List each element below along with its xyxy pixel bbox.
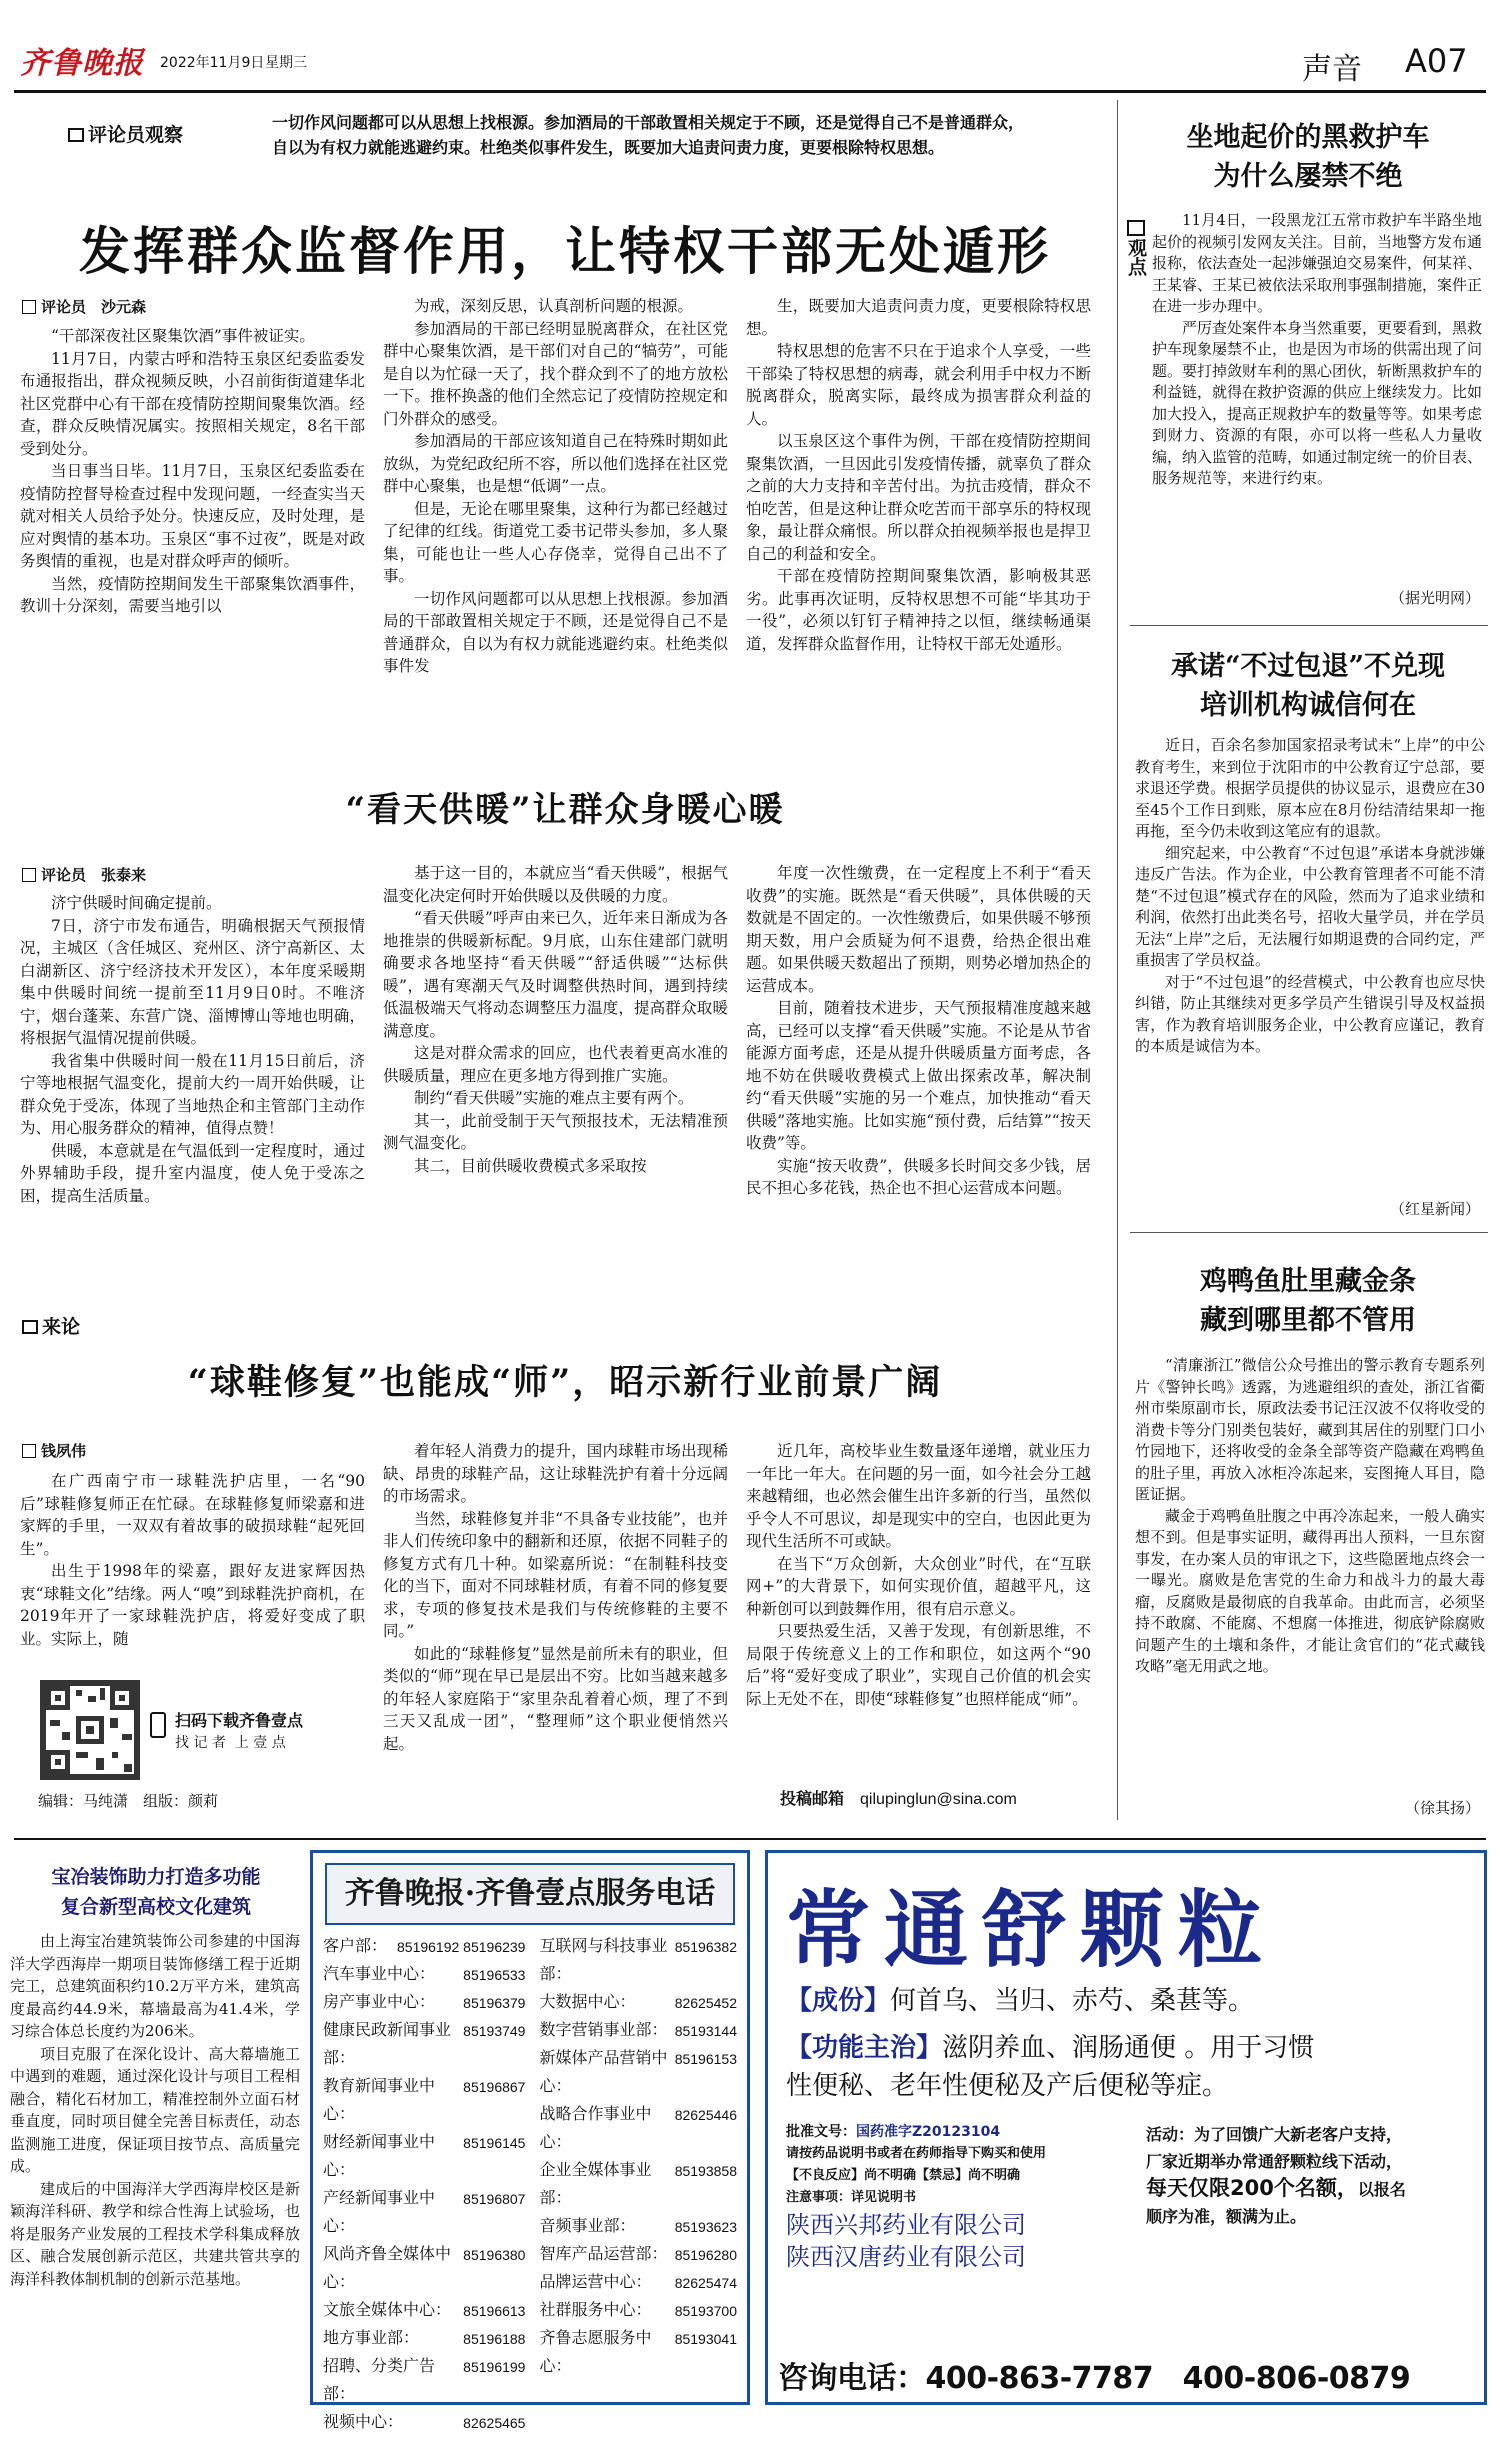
side2-source: （红星新闻） (1389, 1200, 1480, 1218)
side3-source: （徐其扬） (1404, 1799, 1480, 1817)
paragraph: 在广西南宁市一球鞋洗护店里，一名“90后”球鞋修复师正在忙碌。在球鞋修复师梁嘉和进家辉的手里，一双双有着故事的破损球鞋“起死回生”。 (20, 1472, 365, 1558)
issue-weekday: 星期三 (265, 55, 307, 71)
function-text: 【功能主治】滋阴养血、润肠通便 。用于习惯 性便秘、老年性便秘及产后便秘等症。 (786, 2033, 1315, 2101)
adverse-reactions: 【不良反应】尚不明确【禁忌】尚不明确 (786, 2168, 1021, 2183)
phone-number: 85196153 (674, 2051, 737, 2067)
paragraph: 着年轻人消费力的提升，国内球鞋市场出现稀缺、昂贵的球鞋产品，这让球鞋洗护有着十分远阔的市场需求。 (383, 1442, 728, 1505)
byline-box (22, 868, 36, 882)
paragraph: 11月7日，内蒙古呼和浩特玉泉区纪委监委发布通报指出，群众视频反映，小召前街街道建华北社区党群中心有干部在疫情防控期间聚集饮酒。经查，群众反映情况属实。按照相关规定，8名干部受到处分。 (20, 349, 365, 458)
paragraph: 当然，疫情防控期间发生干部聚集饮酒事件，教训十分深刻，需要当地引以 (20, 574, 365, 615)
paragraph: 参加酒局的干部应该知道自己在特殊时期如此放纵，为党纪政纪所不容，所以他们选择在社区党群中心聚集，也是想“低调”一点。 (383, 432, 728, 495)
paragraph: 我省集中供暖时间一般在11月15日前后，济宁等地根据气温变化，提前大约一周开始供暖，让群众免于受冻，体现了当地热企和主管部门主动作为、用心服务群众的精神，值得点赞！ (20, 1051, 365, 1137)
paragraph: “干部深夜社区聚集饮酒”事件被证实。 (51, 327, 315, 345)
phone-dept: 文旅全媒体中心： (323, 2302, 452, 2319)
article1-byline: 评论员 沙元森 (22, 296, 146, 318)
ad-left-title: 宝冶装饰助力打造多功能 复合新型高校文化建筑 (51, 1866, 261, 1918)
phone-dept: 数字营销事业部： (539, 2022, 668, 2039)
phone-dept: 社群服务中心： (539, 2302, 652, 2319)
paragraph: 近日，百余名参加国家招录考试未“上岸”的中公教育考生，来到位于沈阳市的中公教育辽宁总部，要求退还学费。根据学员提供的协议显示，退费应在30至45个工作日到账，原本应在8月份结清结果却一拖再拖，至今仍未收到这笔应有的退款。 (1135, 736, 1485, 840)
promo-text: 活动：为了回馈广大新老客户支持， 厂家近期举办常通舒颗粒线下活动， 每天仅限200个名额，以报名 顺序为准，额满为止。 (1146, 2125, 1406, 2226)
paragraph: 以玉泉区这个事件为例，干部在疫情防控期间聚集饮酒，一旦因此引发疫情传播，就辜负了群众之前的大力支持和辛苦付出。为抗击疫情，群众不怕吃苦，但是这种让群众吃苦而干部享乐的特权现象，最让群众痛恨。所以群众拍视频举报也是捍卫自己的利益和安全。 (746, 432, 1091, 563)
paragraph: 11月4日，一段黑龙江五常市救护车半路坐地起价的视频引发网友关注。目前，当地警方发布通报称，依法查处一起涉嫌强迫交易案件，何某祥、王某睿、王某已被依法采取刑事强制措施，案件正在进一步办理中。 (1152, 211, 1483, 315)
paragraph: 细究起来，中公教育“不过包退”承诺本身就涉嫌违反广告法。作为企业，中公教育管理者不可能不清楚“不过包退”模式存在的风险，然而为了追求业绩和利润，依然打出此类名号，招收大量学员，并在学员无法“上岸”之后，无法履行如期退费的合同约定，严重损害了学员权益。 (1135, 843, 1485, 969)
phone-entry (323, 1989, 525, 2017)
paragraph: 7日，济宁市发布通告，明确根据天气预报情况，主城区（含任城区、兖州区、济宁高新区、太白湖新区、济宁经济技术开发区），本年度采暖期集中供暖时间统一提前至11月9日0时。不唯济宁，烟台蓬莱、东营广饶、淄博博山等地也明确，将根据气温情况提前供暖。 (20, 916, 365, 1047)
phone-number: 82625474 (674, 2275, 737, 2291)
byline-box (22, 1444, 36, 1458)
phone-number: 82625446 (674, 2107, 737, 2123)
phone-entry (323, 2073, 525, 2129)
phone-dept: 教育新闻事业中心： (323, 2078, 436, 2123)
paragraph: 当日事当日毕。11月7日，玉泉区纪委监委在疫情防控督导检查过程中发现问题，一经查实当天就对相关人员给予处分。快速反应，及时处理，是应对舆情的基本功。玉泉区“事不过夜”，既是对政务舆情的重视，也是对群众呼声的倾听。 (20, 462, 365, 570)
phone-entry (323, 1961, 525, 1989)
phone-dept: 大数据中心： (539, 1994, 636, 2011)
paragraph: 只要热爱生活，又善于发现，有创新思维，不局限于传统意义上的工作和职位，如这两个“90后”将“爱好变成了职业”，实现自己价值的机会实际上无处不在，即使“球鞋修复”也照样能成“师”。 (746, 1622, 1091, 1708)
phone-entry (539, 2045, 737, 2101)
side3-title: 鸡鸭鱼肚里藏金条 藏到哪里都不管用 (1200, 1266, 1416, 1336)
paragraph: 一切作风问题都可以从思想上找根源。参加酒局的干部敢置相关规定于不顾，还是觉得自己不是普通群众，自以为有权力就能逃避约束。杜绝类似事件发 (383, 589, 728, 675)
paragraph: “看天供暖”呼声由来已久，近年来日渐成为各地推崇的供暖新标配。9月底，山东住建部门就明确要求各地坚持“看天供暖”“舒适供暖”“达标供暖”，遇有寒潮天气及时调整供热时间，遇到持续低温极端天气将动态调整压力温度，提高群众取暖满意度。 (383, 909, 728, 1040)
article2-byline: 评论员 张泰来 (22, 864, 146, 886)
paragraph: 这是对群众需求的回应，也代表着更高水准的供暖质量，理应在更多地方得到推广实施。 (383, 1044, 728, 1085)
phone-entry (539, 1989, 737, 2017)
paragraph: 项目克服了在深化设计、高大幕墙施工中遇到的难题，通过深化设计与项目工程相融合，精化石材加工，精准控制外立面石材垂直度，同时项目健全完善目标责任，动态监测施工进度，保证项目按节点、高质量完成。 (10, 2044, 300, 2175)
phone-entry (323, 2353, 525, 2409)
masthead-logo: 齐鲁晚报 (20, 46, 144, 81)
phone-entry (539, 2213, 737, 2241)
ad-left-body (10, 1930, 300, 2400)
qr-caption-2: 找 记 者 上 壹 点 (175, 1735, 286, 1751)
paragraph: 由上海宝冶建筑装饰公司参建的中国海洋大学西海岸一期项目装饰修缮工程于近期完工，总建筑面积约10.2万平方米，建筑高度最高约44.9米，幕墙最高为41.4米，学习综合体总长度约为206米。 (10, 1932, 300, 2040)
phone-number: 85196145 (463, 2135, 526, 2151)
paragraph: 年度一次性缴费，在一定程度上不利于“看天收费”的实施。既然是“看天供暖”，具体供暖的天数就是不固定的。一次性缴费后，如果供暖不够预期天数，用户会质疑为何不退费，给热企很出难题。如果供暖天数超出了预期，则势必增加热企的运营成本。 (746, 864, 1091, 995)
phones-right-list (539, 1933, 737, 2437)
side2-body (1135, 735, 1485, 1190)
phone-entry (323, 1933, 525, 1961)
phone-entry (539, 2297, 737, 2325)
side1-title: 坐地起价的黑救护车 为什么屡禁不绝 (1186, 122, 1430, 192)
article3-headline: “球鞋修复”也能成“师”，昭示新行业前景广阔 (187, 1362, 943, 1403)
phones-left-list (323, 1933, 525, 2437)
article1-col3 (746, 295, 1091, 750)
article2-col3 (746, 862, 1091, 1292)
phone-dept: 房产事业中心： (323, 1994, 436, 2011)
usage-instruction: 请按药品说明书或者在药师指导下购买和使用 (786, 2146, 1047, 2161)
phone-entry (323, 2409, 525, 2437)
paragraph: 藏金于鸡鸭鱼肚腹之中再冷冻起来，一般人确实想不到。但是事实证明，藏得再出人预料，一旦东窗事发，在办案人员的审讯之下，这些隐匿地点终会一一曝光。腐败是危害党的生命力和战斗力的最大毒瘤，反腐败是最彻底的自我革命。由此而言，必须坚持不敢腐、不能腐、不想腐一体推进，彻底铲除腐败问题产生的土壤和条件，才能让贪官们的“花式藏钱攻略”毫无用武之地。 (1135, 1506, 1485, 1675)
paragraph: 供暖，本意就是在气温低到一定程度时，通过外界辅助手段，提升室内温度，使人免于受冻之困，提高生活质量。 (20, 1141, 365, 1205)
phone-dept: 音频事业部： (539, 2218, 636, 2235)
side3-body (1135, 1355, 1485, 1793)
phone-entry (323, 2185, 525, 2241)
ingredients: 【成份】何首乌、当归、赤芍、桑葚等。 (786, 1986, 1255, 2016)
column-divider (1117, 100, 1118, 1820)
phone-entry (539, 2157, 737, 2213)
phone-dept: 战略合作事业中心： (539, 2106, 652, 2151)
paragraph: 建成后的中国海洋大学西海岸校区是新颖海洋科研、教学和综合性海上试验场，也将是服务产业发展的工程技术学科集成释放区、融合发展创新示范区，共建共管共享的海洋科教体制机制的创新示范基地。 (10, 2179, 300, 2288)
phone-number: 85193144 (674, 2023, 737, 2039)
ad-right (765, 1850, 1487, 2405)
editors-credit: 编辑：马纯潇 组版：颜莉 (38, 1792, 219, 1810)
article3-col2 (383, 1440, 728, 1820)
ad-top-rule (14, 1838, 1486, 1840)
paragraph: 实施“按天收费”，供暖多长时间交多少钱，居民不担心多花钱，热企也不担心运营成本问题。 (746, 1156, 1091, 1197)
section-name: 声音 (1302, 52, 1362, 87)
email-link[interactable]: qilupinglun@sina.com (860, 1791, 1017, 1808)
issue-date: 2022年11月9日 (160, 55, 265, 71)
article2-col2 (383, 862, 728, 1292)
side-rule-2 (1130, 1232, 1488, 1233)
phone-number: 85196613 (463, 2303, 526, 2319)
phone-entry (539, 2241, 737, 2269)
article1-headline: 发挥群众监督作用，让特权干部无处遁形 (78, 222, 1051, 282)
byline-box (22, 300, 36, 314)
paragraph: 目前，随着技术进步，天气预报精准度越来越高，已经可以支撑“看天供暖”实施。不论是从节省能源方面考虑，还是从提升供暖质量方面考虑，各地不妨在供暖收费模式上做出探索改革，解决制约“看天供暖”实施的另一个难点，加快推动“看天供暖”落地实施。比如实施“预付费，后结算”“按天收费”等。 (746, 999, 1091, 1152)
phone-dept: 新媒体产品营销中心： (539, 2050, 668, 2095)
paragraph: 在当下“万众创新，大众创业”时代，在“互联网+”的大背景下，如何实现价值，超越平凡，这种新创可以到鼓舞作用，很有启示意义。 (746, 1554, 1091, 1618)
company-2: 陕西汉唐药业有限公司 (786, 2243, 1026, 2271)
approval-number: 批准文号：国药准字Z20123104 (786, 2124, 1001, 2140)
phone-number: 85193858 (674, 2163, 737, 2179)
phone-icon (150, 1712, 166, 1738)
phone-number: 85193700 (674, 2303, 737, 2319)
phone-directory (310, 1850, 750, 2431)
paragraph: “清廉浙江”微信公众号推出的警示教育专题系列片《警钟长鸣》透露，为逃避组织的查处，浙江省衢州市柴原副市长，原政法委书记汪汉波不仅将收受的消费卡等分门别类包装好，藏到其居住的别墅门口小竹园地下，还将收受的金条全部等资产隐藏在鸡鸭鱼的肚子里，再放入冰柜冷冻起来，妄图掩人耳目，隐匿证据。 (1135, 1356, 1485, 1503)
phone-dept: 企业全媒体事业部： (539, 2162, 652, 2207)
paragraph: 出生于1998年的梁嘉，跟好友进家辉因热衷“球鞋文化”结缘。两人“嗅”到球鞋洗护商机，在2019年开了一家球鞋洗护店，将爱好变成了职业。实际上，随 (20, 1562, 365, 1648)
phone-number: 85196188 (463, 2331, 526, 2347)
paragraph: 干部在疫情防控期间聚集饮酒，影响极其恶劣。此事再次证明，反特权思想不可能“毕其功于一役”，必须以钉钉子精神持之以恒，继续畅通渠道，发挥群众监督作用，让特权干部无处遁形。 (746, 567, 1091, 653)
phone-entry (323, 2241, 525, 2297)
article3-tag: 来论 (22, 1312, 80, 1339)
phone-dept: 招聘、分类广告部： (323, 2358, 436, 2403)
article3-col1 (20, 1470, 365, 1665)
phone-directory-title: 齐鲁晚报·齐鲁壹点服务电话 (325, 1863, 735, 1925)
phone-number: 82625465 (463, 2415, 526, 2431)
side-tag: 观点 (1121, 220, 1151, 276)
qr-code[interactable] (40, 1680, 140, 1780)
paragraph: 其二，目前供暖收费模式多采取按 (414, 1156, 647, 1175)
phone-entry (323, 2325, 525, 2353)
phone-dept: 产经新闻事业中心： (323, 2190, 436, 2235)
phone-number: 85196807 (463, 2191, 526, 2207)
article3-col3 (746, 1440, 1091, 1815)
phone-dept: 互联网与科技事业部： (539, 1938, 668, 1983)
phone-number: 85196867 (463, 2079, 526, 2095)
submission-email: 投稿邮箱 qilupinglun@sina.com (780, 1789, 1017, 1808)
phone-dept: 风尚齐鲁全媒体中心： (323, 2246, 452, 2291)
phone-dept: 齐鲁志愿服务中心： (539, 2330, 652, 2375)
phone-dept: 健康民政新闻事业部： (323, 2022, 452, 2067)
notes: 注意事项：详见说明书 (786, 2190, 917, 2205)
qr-caption-1: 扫码下载齐鲁壹点 (175, 1711, 304, 1730)
side1-source: （据光明网） (1389, 589, 1480, 607)
phone-dept: 汽车事业中心： (323, 1966, 436, 1983)
phone-entry (539, 2017, 737, 2045)
phone-entry (323, 2297, 525, 2325)
phone-number: 82625452 (674, 1995, 737, 2011)
phone-number: 85193623 (674, 2219, 737, 2235)
phone-number: 85193041 (674, 2331, 737, 2347)
phone-entry (323, 2017, 525, 2073)
observer-tag: 评论员观察 (68, 120, 183, 147)
phone-entry (539, 2269, 737, 2297)
page-number: A07 (1405, 42, 1468, 80)
qr-pattern-icon (46, 1686, 134, 1774)
phone-entry (323, 2129, 525, 2185)
header-rule (14, 90, 1486, 93)
hotline[interactable]: 咨询电话：400-863-7787 400-806-0879 (778, 2361, 1411, 2396)
phone-number: 85196199 (463, 2359, 526, 2375)
article1-col2 (383, 295, 728, 750)
paragraph: 但是，无论在哪里聚集，这种行为都已经越过了纪律的红线。街道党工委书记带头参加，多人聚集，可能也让一些人心存侥幸，觉得自己出不了事。 (383, 499, 728, 585)
phone-dept: 地方事业部： (323, 2330, 420, 2347)
phone-dept: 客户部： (323, 1938, 388, 1955)
paragraph: 严厉查处案件本身当然重要，更要看到，黑救护车现象屡禁不止，也是因为市场的供需出现了问题。要打掉敛财车利的黑心团伙，斩断黑救护车的利益链，就得在救护资源的供应上继续发力。比如加大投入，提高正规救护车的数量等等。如果考虑到财力、资源的有限，亦可以将一些私人力量收编，纳入监管的范畴，如通过制定统一的价目表、服务规范等，来进行约束。 (1152, 318, 1483, 487)
paragraph: 其一，此前受制于天气预报技术，无法精准预测气温变化。 (383, 1111, 728, 1152)
phone-number: 85193749 (463, 2023, 526, 2039)
paragraph: 生，既要加大追责问责力度，更要根除特权思想。 (746, 297, 1091, 338)
phone-entry (539, 2325, 737, 2381)
paragraph: 济宁供暖时间确定提前。 (51, 894, 222, 912)
phone-dept: 财经新闻事业中心： (323, 2134, 436, 2179)
phone-number: 85196379 (463, 1995, 526, 2011)
masthead-bar (0, 0, 1500, 110)
paragraph: 近几年，高校毕业生数量逐年递增，就业压力一年比一年大。在问题的另一面，如今社会分工越来越精细，也必然会催生出许多新的行当，虽然似乎令人不可思议，却是现实中的空白，也因此更为现代生活所不可或缺。 (746, 1442, 1091, 1550)
phone-number: 85196280 (674, 2247, 737, 2263)
side-rule-1 (1130, 625, 1488, 626)
phone-dept: 智库产品运营部： (539, 2246, 668, 2263)
paragraph: 对于“不过包退”的经营模式，中公教育也应尽快纠错，防止其继续对更多学员产生错误引导及权益损害，作为教育培训服务企业，中公教育应谨记，教育的本质是诚信为本。 (1135, 972, 1485, 1055)
phone-number: 85196380 (463, 2247, 526, 2263)
article2-col1 (20, 892, 365, 1292)
paragraph: 为戒，深刻反思，认真剖析问题的根源。 (414, 297, 694, 315)
side1-body (1152, 210, 1482, 580)
article2-headline: “看天供暖”让群众身暖心暖 (345, 790, 785, 830)
phone-entry (539, 1933, 737, 1989)
company-1: 陕西兴邦药业有限公司 (786, 2211, 1026, 2239)
article3-byline: 钱夙伟 (22, 1440, 86, 1462)
phone-number: 85196382 (674, 1939, 737, 1955)
phone-number: 85196533 (463, 1967, 526, 1983)
side2-title: 承诺“不过包退”不兑现 培训机构诚信何在 (1170, 651, 1446, 721)
paragraph: 当然，球鞋修复并非“不具备专业技能”，也并非人们传统印象中的翻新和还原，依据不同鞋子的修复方式有几十种。如梁嘉所说：“在制鞋科技变化的当下，面对不同球鞋材质，有着不同的修复要求，专项的修复技术是我们与传统修鞋的主要不同。” (383, 1509, 728, 1640)
phone-dept: 品牌运营中心： (539, 2274, 652, 2291)
phone-number: 85196192 85196239 (397, 1939, 526, 1955)
paragraph: 基于这一目的，本就应当“看天供暖”，根据气温变化决定何时开始供暖以及供暖的力度。 (383, 864, 728, 905)
paragraph: 参加酒局的干部已经明显脱离群众，在社区党群中心聚集饮酒，是干部们对自己的“犒劳”，可能是自以为忙碌一天了，找个群众到不了的地方放松一下。推杯换盏的他们全然忘记了疫情防控规定和门外群众的感受。 (383, 319, 728, 428)
product-name: 常通舒颗粒 (786, 1881, 1277, 1979)
article1-col1 (20, 325, 365, 750)
paragraph: 特权思想的危害不只在于追求个人享受，一些干部染了特权思想的病毒，就会利用手中权力不断脱离群众，脱离实际，最终成为损害群众利益的人。 (746, 342, 1091, 428)
phone-entry (539, 2101, 737, 2157)
observer-summary: 一切作风问题都可以从思想上找根源。参加酒局的干部敢置相关规定于不顾，还是觉得自己不是普通群众，自以为有权力就能逃避约束。杜绝类似事件发生，既要加大追责问责力度，更要根除特权思想。 (272, 113, 1025, 157)
paragraph: 如此的“球鞋修复”显然是前所未有的职业，但类似的“师”现在早已是层出不穷。比如当越来越多的年轻人家庭陷于“家里杂乱着着心烦，理了不到三天又乱成一团”，“整理师”这个职业便悄然兴起。 (383, 1644, 728, 1753)
paragraph: 制约“看天供暖”实施的难点主要有两个。 (414, 1089, 694, 1107)
phone-dept: 视频中心： (323, 2414, 404, 2431)
